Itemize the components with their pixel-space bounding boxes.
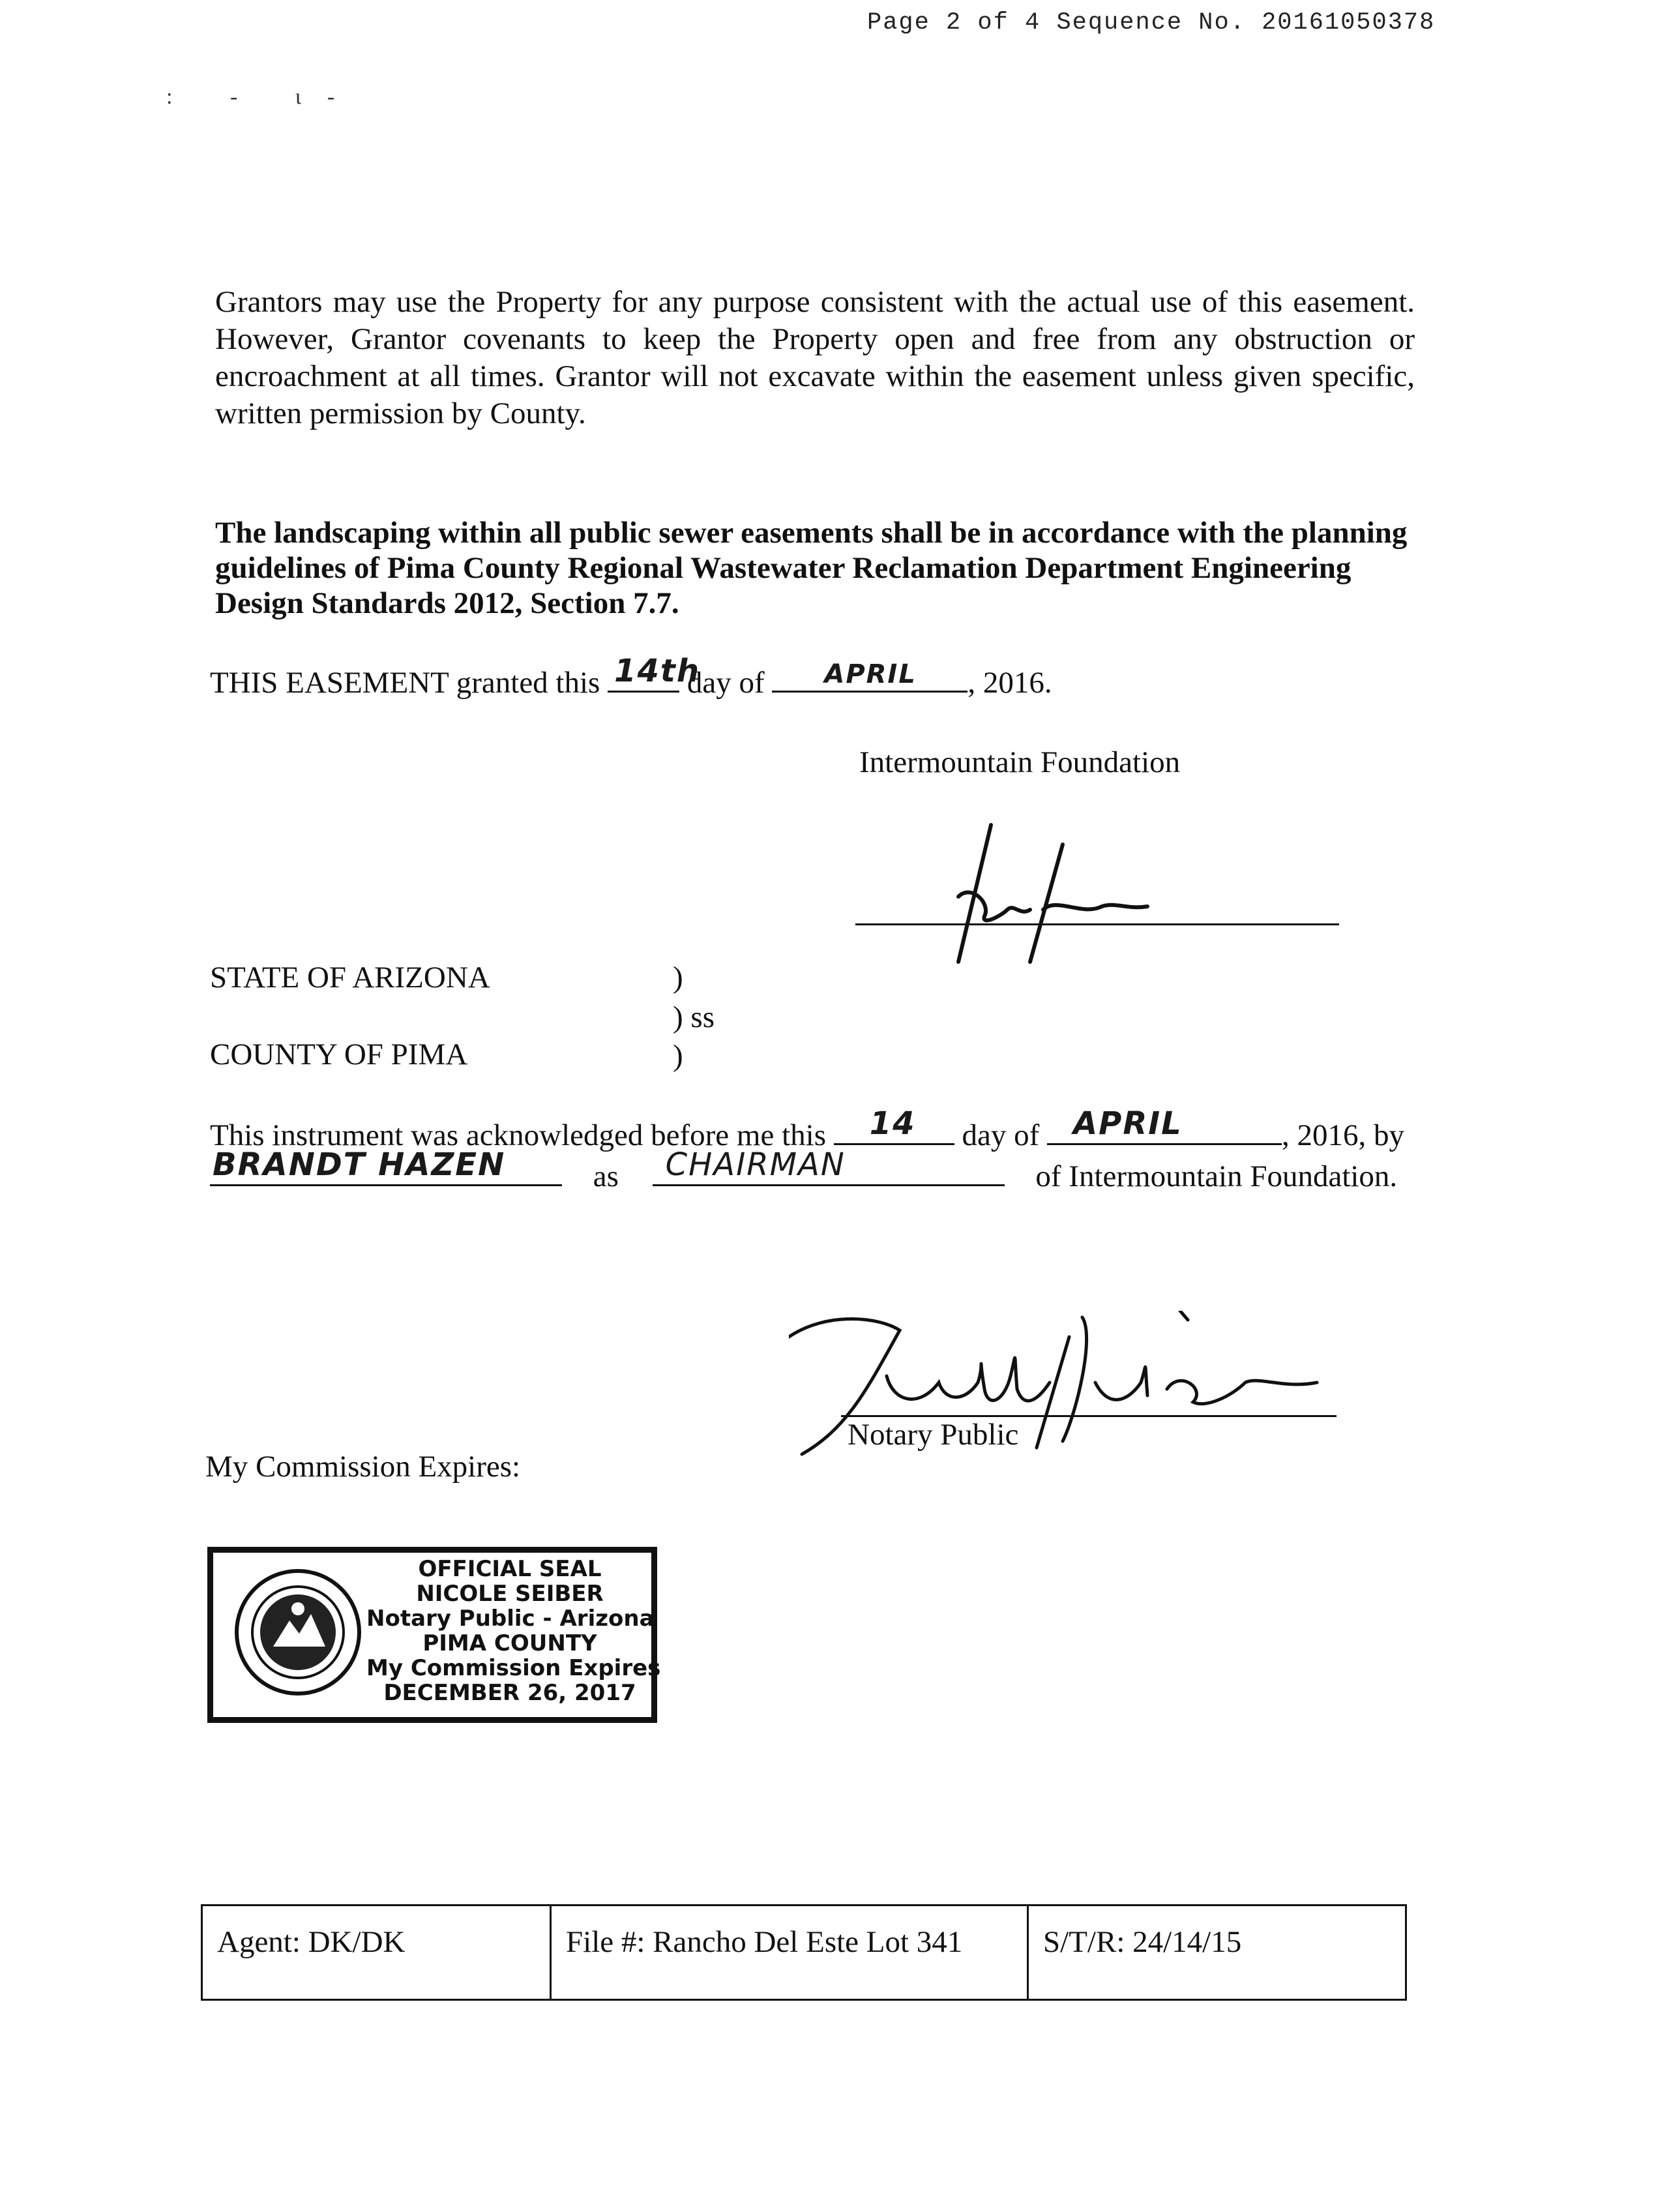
ack-day-handwritten: 14 [869, 1105, 916, 1142]
ack-month-handwritten: APRIL [1073, 1105, 1183, 1142]
venue-paren-1: ) [673, 961, 683, 994]
county-label: COUNTY OF PIMA [210, 1038, 468, 1071]
grant-mid: day of [687, 666, 765, 700]
ack-signer-handwritten: BRANDT HAZEN [213, 1146, 506, 1183]
seal-line-4: PIMA COUNTY [422, 1630, 597, 1656]
grant-suffix: , 2016. [967, 666, 1052, 700]
arizona-seal-emblem [234, 1568, 362, 1696]
landscaping-paragraph: The landscaping within all public sewer easements shall be in accordance with the planning guidelines of Pima County Regional Wastewater Reclamation Department Engineering Design Standards 2012, Section 7.7. [215, 516, 1408, 620]
acknowledgment-line-2 [210, 1146, 1398, 1194]
notary-public-label: Notary Public [848, 1418, 1019, 1452]
ack-month-blank [1047, 1105, 1282, 1145]
seal-line-1: OFFICIAL SEAL [418, 1556, 602, 1582]
ack-title-handwritten: CHAIRMAN [665, 1146, 846, 1183]
seal-line-2: NICOLE SEIBER [416, 1581, 604, 1607]
grantor-name: Intermountain Foundation [859, 745, 1181, 779]
state-label: STATE OF ARIZONA [210, 961, 490, 994]
seal-line-6: DECEMBER 26, 2017 [383, 1680, 636, 1706]
grant-day-blank [608, 653, 701, 693]
grant-day-handwritten: 14th [614, 653, 701, 689]
notary-seal-stamp [207, 1547, 661, 1723]
use-paragraph: Grantors may use the Property for any purpose consistent with the actual use of this easement. However, Grantor covenants to keep the Property open and free from any obstruction or encroachment at all times. Grantor will not excavate within the easement unless given specific, written permission by County. [215, 285, 1415, 430]
grant-month-blank [772, 661, 967, 693]
grant-line [210, 653, 1052, 700]
ack-prefix: This instrument was acknowledged before me this [210, 1118, 826, 1152]
venue-paren-3: ) [673, 1039, 683, 1073]
seal-text [366, 1556, 661, 1706]
ack-suffix: , 2016, by [1282, 1118, 1404, 1152]
footer-str-cell: S/T/R: 24/14/15 [1043, 1925, 1242, 1959]
ack-of-org: of Intermountain Foundation. [1035, 1159, 1398, 1193]
grantor-signature-line [855, 923, 1339, 925]
seal-line-5: My Commission Expires [366, 1655, 661, 1681]
ack-as: as [593, 1159, 619, 1193]
grantor-signature [893, 818, 1167, 968]
scan-marks: : - ι- [166, 85, 361, 109]
ack-signer-blank [210, 1146, 562, 1186]
footer-table [201, 1904, 1407, 2001]
grant-month-handwritten: APRIL [824, 659, 917, 689]
ack-title-blank [653, 1146, 1005, 1186]
venue-paren-ss: ) ss [673, 1000, 715, 1034]
ack-mid: day of [962, 1118, 1040, 1152]
seal-line-3: Notary Public - Arizona [366, 1606, 655, 1632]
footer-agent-cell: Agent: DK/DK [203, 1906, 552, 1999]
commission-expires-label: My Commission Expires: [205, 1450, 521, 1484]
page-sequence-header: Page 2 of 4 Sequence No. 20161050378 [867, 9, 1436, 37]
grant-prefix: THIS EASEMENT granted this [210, 666, 600, 700]
ack-day-blank [834, 1105, 954, 1145]
footer-file-cell: File #: Rancho Del Este Lot 341 [552, 1906, 1029, 1999]
